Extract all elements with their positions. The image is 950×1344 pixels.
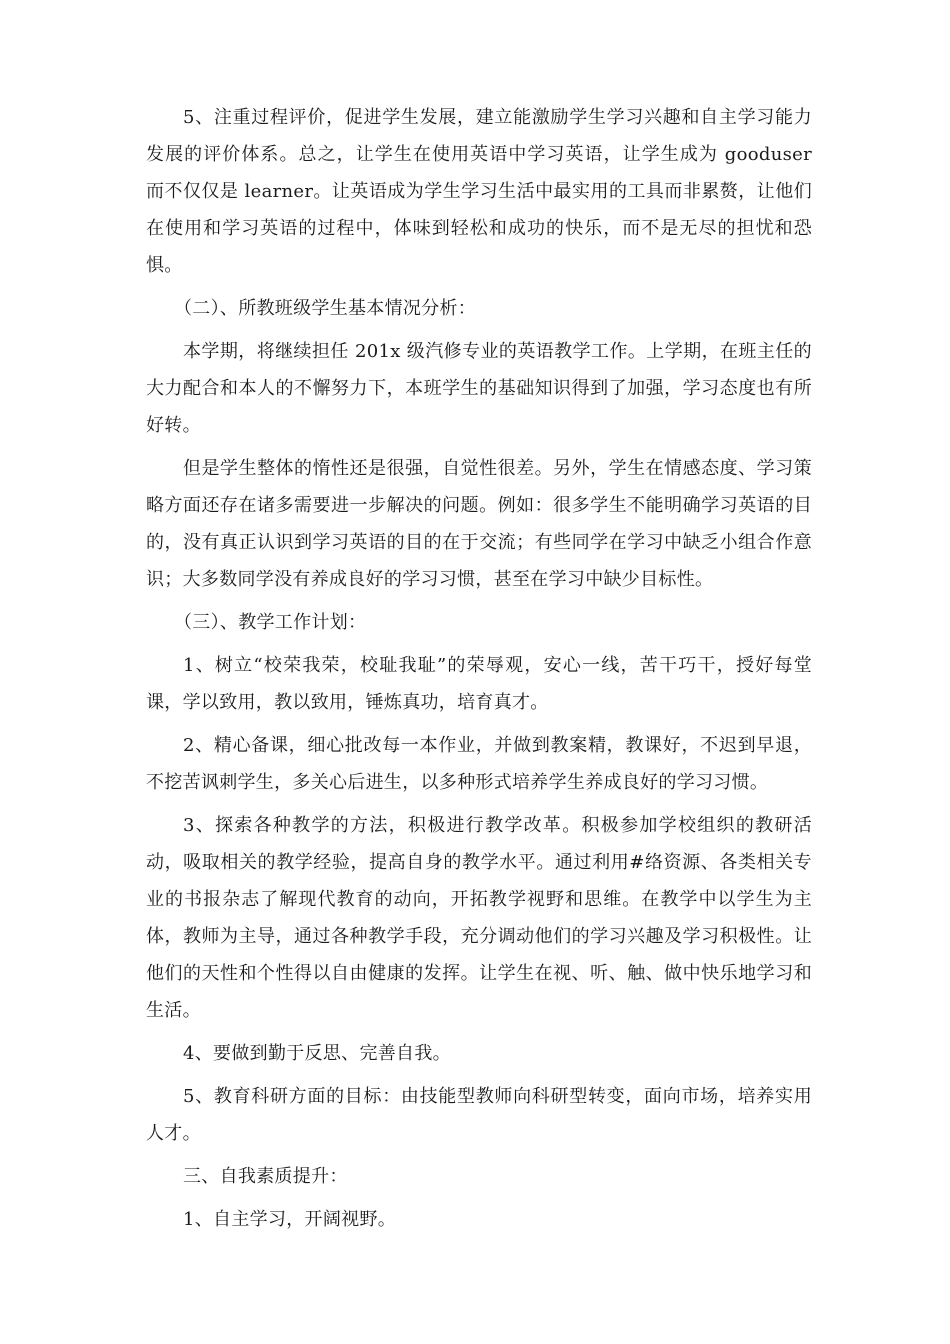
improvement-item-1: 1、自主学习，开阔视野。 bbox=[183, 1209, 397, 1230]
plan-item-4: 4、要做到勤于反思、完善自我。 bbox=[183, 1043, 451, 1064]
plan-item-2: 2、精心备课，细心批改每一本作业，并做到教案精，教课好，不迟到早退，不挖苦讽刺学生，多关心后进生，以多种形式培养学生养成良好的学习习惯。 bbox=[146, 735, 812, 793]
section-heading-teaching-plan: （三）、教学工作计划： bbox=[174, 612, 367, 633]
section-heading-class-analysis: （二）、所教班级学生基本情况分析： bbox=[174, 298, 477, 319]
paragraph-student-issues: 但是学生整体的惰性还是很强，自觉性很差。另外，学生在情感态度、学习策略方面还存在诸多需要进一步解决的问题。例如：很多学生不能明确学习英语的目的，没有真正认识到学习英语的目的在于交流；有些同学在学习中缺乏小组合作意识；大多数同学没有养成良好的学习习惯，甚至在学习中缺少目标性。 bbox=[146, 458, 812, 590]
plan-item-1: 1、树立“校荣我荣，校耻我耻”的荣辱观，安心一线，苦干巧干，授好每堂课，学以致用，教以致用，锤炼真功，培育真才。 bbox=[146, 655, 812, 713]
plan-item-5: 5、教育科研方面的目标：由技能型教师向科研型转变，面向市场，培养实用人才。 bbox=[146, 1086, 812, 1144]
paragraph-semester: 本学期，将继续担任 201x 级汽修专业的英语教学工作。上学期，在班主任的大力配合和本人的不懈努力下，本班学生的基础知识得到了加强，学习态度也有所好转。 bbox=[146, 341, 812, 436]
paragraph-evaluation: 5、注重过程评价，促进学生发展，建立能激励学生学习兴趣和自主学习能力发展的评价体系。总之，让学生在使用英语中学习英语，让学生成为 gooduser 而不仅仅是 learner。让英语成为学生学习生活中最实用的工具而非累赘，让他们在使用和学习英语的过程中，体味到轻松和成功的快乐，而不是无尽的担忧和恐惧。 bbox=[146, 107, 812, 276]
plan-item-3: 3、探索各种教学的方法，积极进行教学改革。积极参加学校组织的教研活动，吸取相关的教学经验，提高自身的教学水平。通过利用#络资源、各类相关专业的书报杂志了解现代教育的动向，开拓教学视野和思维。在教学中以学生为主体，教师为主导，通过各种教学手段，充分调动他们的学习兴趣及学习积极性。让他们的天性和个性得以自由健康的发挥。让学生在视、听、触、做中快乐地学习和生活。 bbox=[146, 815, 812, 1021]
section-heading-self-improvement: 三、自我素质提升： bbox=[183, 1166, 348, 1187]
document-body bbox=[146, 99, 812, 1244]
